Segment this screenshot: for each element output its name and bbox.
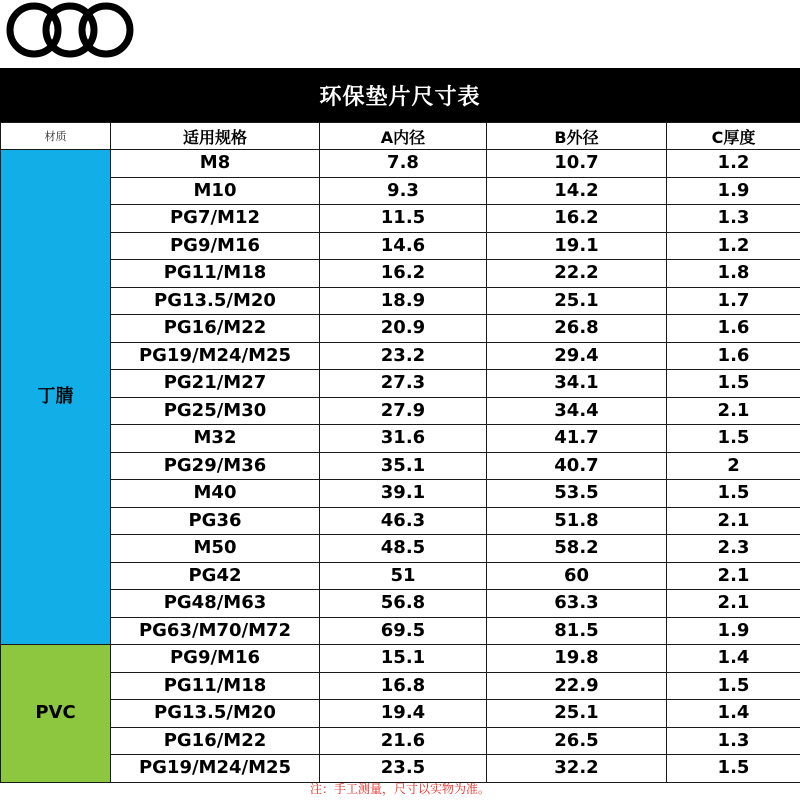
spec-cell: PG7/M12 [111,205,320,233]
spec-cell: PG42 [111,562,320,590]
header-thickness: C厚度 [667,123,800,150]
spec-cell: PG16/M22 [111,727,320,755]
thickness-cell: 1.2 [667,232,800,260]
inner-diameter-cell: 9.3 [320,177,487,205]
inner-diameter-cell: 35.1 [320,452,487,480]
table-row [1,535,800,563]
thickness-cell: 1.7 [667,287,800,315]
inner-diameter-cell: 23.2 [320,342,487,370]
outer-diameter-cell: 26.8 [487,315,667,343]
outer-diameter-cell: 26.5 [487,727,667,755]
outer-diameter-cell: 40.7 [487,452,667,480]
spec-cell: PG21/M27 [111,370,320,398]
outer-diameter-cell: 14.2 [487,177,667,205]
table-row [1,177,800,205]
table-row [1,452,800,480]
four-rings-logo-icon [0,0,150,66]
thickness-cell: 1.3 [667,727,800,755]
inner-diameter-cell: 19.4 [320,700,487,728]
outer-diameter-cell: 16.2 [487,205,667,233]
spec-cell: PG19/M24/M25 [111,755,320,783]
inner-diameter-cell: 69.5 [320,617,487,645]
header-spec: 适用规格 [111,123,320,150]
table-body [1,150,800,783]
outer-diameter-cell: 29.4 [487,342,667,370]
outer-diameter-cell: 41.7 [487,425,667,453]
table-row [1,370,800,398]
inner-diameter-cell: 48.5 [320,535,487,563]
inner-diameter-cell: 51 [320,562,487,590]
outer-diameter-cell: 53.5 [487,480,667,508]
spec-cell: PG36 [111,507,320,535]
table-row [1,205,800,233]
outer-diameter-cell: 34.4 [487,397,667,425]
outer-diameter-cell: 25.1 [487,287,667,315]
table-row [1,425,800,453]
table-row [1,260,800,288]
inner-diameter-cell: 46.3 [320,507,487,535]
thickness-cell: 2.1 [667,397,800,425]
outer-diameter-cell: 32.2 [487,755,667,783]
table-row [1,287,800,315]
spec-cell: PG63/M70/M72 [111,617,320,645]
inner-diameter-cell: 31.6 [320,425,487,453]
thickness-cell: 1.5 [667,672,800,700]
outer-diameter-cell: 22.2 [487,260,667,288]
table-row [1,727,800,755]
spec-cell: PG9/M16 [111,232,320,260]
outer-diameter-cell: 51.8 [487,507,667,535]
inner-diameter-cell: 21.6 [320,727,487,755]
gasket-size-table [0,122,800,783]
inner-diameter-cell: 56.8 [320,590,487,618]
outer-diameter-cell: 19.8 [487,645,667,673]
spec-cell: PG11/M18 [111,260,320,288]
spec-cell: PG29/M36 [111,452,320,480]
header-row [1,123,800,150]
header-material: 材质 [1,123,111,150]
outer-diameter-cell: 34.1 [487,370,667,398]
spec-cell: M40 [111,480,320,508]
inner-diameter-cell: 23.5 [320,755,487,783]
thickness-cell: 2.1 [667,507,800,535]
table-row [1,755,800,783]
table-row [1,342,800,370]
inner-diameter-cell: 27.3 [320,370,487,398]
thickness-cell: 1.5 [667,755,800,783]
thickness-cell: 2 [667,452,800,480]
table-row [1,590,800,618]
table-row [1,480,800,508]
material-cell: PVC [1,645,111,783]
spec-cell: PG25/M30 [111,397,320,425]
header-inner-diameter: A内径 [320,123,487,150]
inner-diameter-cell: 11.5 [320,205,487,233]
inner-diameter-cell: 27.9 [320,397,487,425]
spec-cell: M50 [111,535,320,563]
thickness-cell: 1.5 [667,425,800,453]
spec-cell: PG16/M22 [111,315,320,343]
outer-diameter-cell: 60 [487,562,667,590]
thickness-cell: 1.8 [667,260,800,288]
spec-cell: PG48/M63 [111,590,320,618]
thickness-cell: 1.2 [667,150,800,178]
thickness-cell: 1.9 [667,177,800,205]
table-row [1,232,800,260]
table-row [1,645,800,673]
thickness-cell: 1.3 [667,205,800,233]
outer-diameter-cell: 10.7 [487,150,667,178]
table-row [1,507,800,535]
thickness-cell: 1.4 [667,645,800,673]
measurement-note: 注：手工测量，尺寸以实物为准。 [309,782,490,796]
outer-diameter-cell: 22.9 [487,672,667,700]
outer-diameter-cell: 19.1 [487,232,667,260]
outer-diameter-cell: 25.1 [487,700,667,728]
spec-cell: PG11/M18 [111,672,320,700]
spec-cell: M10 [111,177,320,205]
inner-diameter-cell: 7.8 [320,150,487,178]
inner-diameter-cell: 14.6 [320,232,487,260]
thickness-cell: 2.1 [667,562,800,590]
header-outer-diameter: B外径 [487,123,667,150]
thickness-cell: 2.1 [667,590,800,618]
spec-cell: PG13.5/M20 [111,700,320,728]
table-row [1,617,800,645]
inner-diameter-cell: 16.2 [320,260,487,288]
table-row [1,315,800,343]
thickness-cell: 1.4 [667,700,800,728]
thickness-cell: 1.5 [667,480,800,508]
spec-cell: M8 [111,150,320,178]
spec-cell: PG19/M24/M25 [111,342,320,370]
inner-diameter-cell: 20.9 [320,315,487,343]
table-row [1,397,800,425]
table-title: 环保垫片尺寸表 [0,68,800,122]
table-row [1,150,800,178]
table-row [1,700,800,728]
table-row [1,562,800,590]
thickness-cell: 1.5 [667,370,800,398]
inner-diameter-cell: 15.1 [320,645,487,673]
material-cell: 丁腈 [1,150,111,645]
inner-diameter-cell: 16.8 [320,672,487,700]
outer-diameter-cell: 58.2 [487,535,667,563]
thickness-cell: 1.9 [667,617,800,645]
outer-diameter-cell: 63.3 [487,590,667,618]
thickness-cell: 1.6 [667,315,800,343]
outer-diameter-cell: 81.5 [487,617,667,645]
spec-cell: PG9/M16 [111,645,320,673]
spec-cell: PG13.5/M20 [111,287,320,315]
table-row [1,672,800,700]
spec-cell: M32 [111,425,320,453]
thickness-cell: 2.3 [667,535,800,563]
thickness-cell: 1.6 [667,342,800,370]
inner-diameter-cell: 39.1 [320,480,487,508]
inner-diameter-cell: 18.9 [320,287,487,315]
